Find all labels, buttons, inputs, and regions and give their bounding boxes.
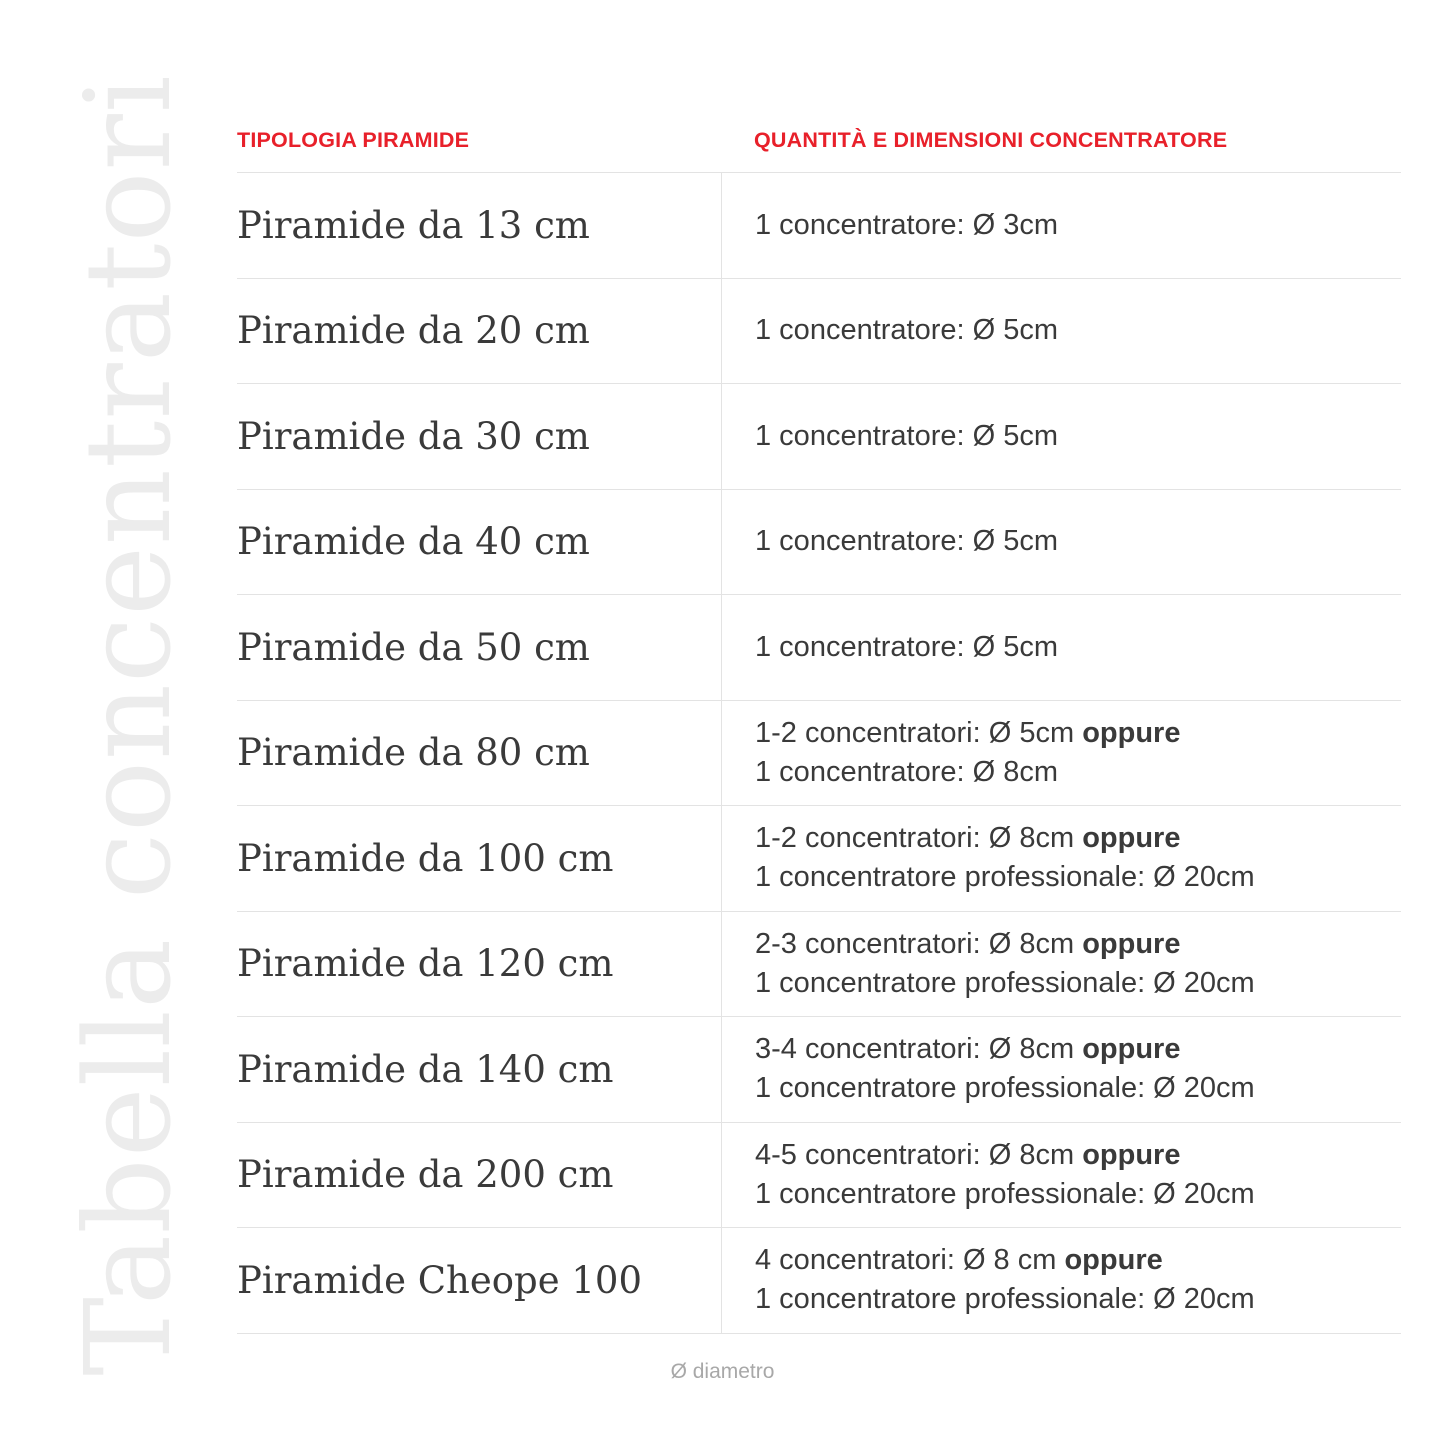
or-keyword: oppure (1082, 822, 1181, 855)
concentrator-spec (722, 1123, 1401, 1228)
pyramid-name: Piramide da 50 cm (237, 595, 722, 700)
concentrator-spec (722, 595, 1401, 700)
concentrator-spec (722, 384, 1401, 489)
spec-line-1: 4 concentratori: Ø 8 cm oppure (755, 1244, 1163, 1277)
concentrator-spec (722, 173, 1401, 278)
spec-line-2: 1 concentratore professionale: Ø 20cm (755, 861, 1255, 894)
concentrator-spec (722, 279, 1401, 384)
table-row (237, 279, 1401, 385)
or-keyword: oppure (1082, 927, 1181, 960)
spec-line-1: 3-4 concentratori: Ø 8cm oppure (755, 1033, 1181, 1066)
header-concentrator-quantity: QUANTITÀ E DIMENSIONI CONCENTRATORE (754, 127, 1228, 152)
concentrator-spec (722, 1017, 1401, 1122)
pyramid-name: Piramide da 120 cm (237, 912, 722, 1017)
concentrator-spec (722, 1228, 1401, 1333)
pyramid-name: Piramide da 40 cm (237, 490, 722, 595)
side-title: Tabella concentratori (59, 74, 197, 1376)
spec-line-1: 1 concentratore: Ø 5cm (755, 630, 1059, 663)
spec-line-1: 2-3 concentratori: Ø 8cm oppure (755, 927, 1181, 960)
spec-line-1: 1 concentratore: Ø 5cm (755, 314, 1059, 347)
spec-line-1: 4-5 concentratori: Ø 8cm oppure (755, 1138, 1181, 1171)
concentrator-spec (722, 701, 1401, 806)
spec-line-2: 1 concentratore: Ø 8cm (755, 755, 1059, 788)
table-header (237, 108, 1401, 173)
table-row (237, 1123, 1401, 1229)
table-row (237, 701, 1401, 807)
table-row (237, 384, 1401, 490)
or-keyword: oppure (1082, 1138, 1181, 1171)
concentrator-spec (722, 490, 1401, 595)
concentrator-spec (722, 912, 1401, 1017)
table-row (237, 1017, 1401, 1123)
table-row (237, 806, 1401, 912)
pyramid-name: Piramide Cheope 100 (237, 1228, 722, 1333)
spec-line-2: 1 concentratore professionale: Ø 20cm (755, 1177, 1255, 1210)
pyramid-name: Piramide da 13 cm (237, 173, 722, 278)
spec-line-2: 1 concentratore professionale: Ø 20cm (755, 1283, 1255, 1316)
pyramid-name: Piramide da 30 cm (237, 384, 722, 489)
table-row (237, 173, 1401, 279)
spec-line-1: 1 concentratore: Ø 3cm (755, 208, 1059, 241)
table-row (237, 595, 1401, 701)
or-keyword: oppure (1064, 1244, 1163, 1277)
spec-line-1: 1 concentratore: Ø 5cm (755, 525, 1059, 558)
or-keyword: oppure (1082, 1033, 1181, 1066)
spec-line-2: 1 concentratore professionale: Ø 20cm (755, 1072, 1255, 1105)
table-row (237, 1228, 1401, 1334)
pyramid-name: Piramide da 140 cm (237, 1017, 722, 1122)
spec-line-1: 1-2 concentratori: Ø 5cm oppure (755, 716, 1181, 749)
concentrator-table (237, 108, 1401, 1334)
table-row (237, 490, 1401, 596)
pyramid-name: Piramide da 80 cm (237, 701, 722, 806)
or-keyword: oppure (1082, 716, 1181, 749)
pyramid-name: Piramide da 20 cm (237, 279, 722, 384)
spec-line-1: 1-2 concentratori: Ø 8cm oppure (755, 822, 1181, 855)
spec-line-1: 1 concentratore: Ø 5cm (755, 419, 1059, 452)
concentrator-spec (722, 806, 1401, 911)
header-pyramid-type: TIPOLOGIA PIRAMIDE (237, 127, 470, 152)
spec-line-2: 1 concentratore professionale: Ø 20cm (755, 966, 1255, 999)
pyramid-name: Piramide da 200 cm (237, 1123, 722, 1228)
diameter-footnote: Ø diametro (670, 1360, 775, 1383)
table-row (237, 912, 1401, 1018)
pyramid-name: Piramide da 100 cm (237, 806, 722, 911)
